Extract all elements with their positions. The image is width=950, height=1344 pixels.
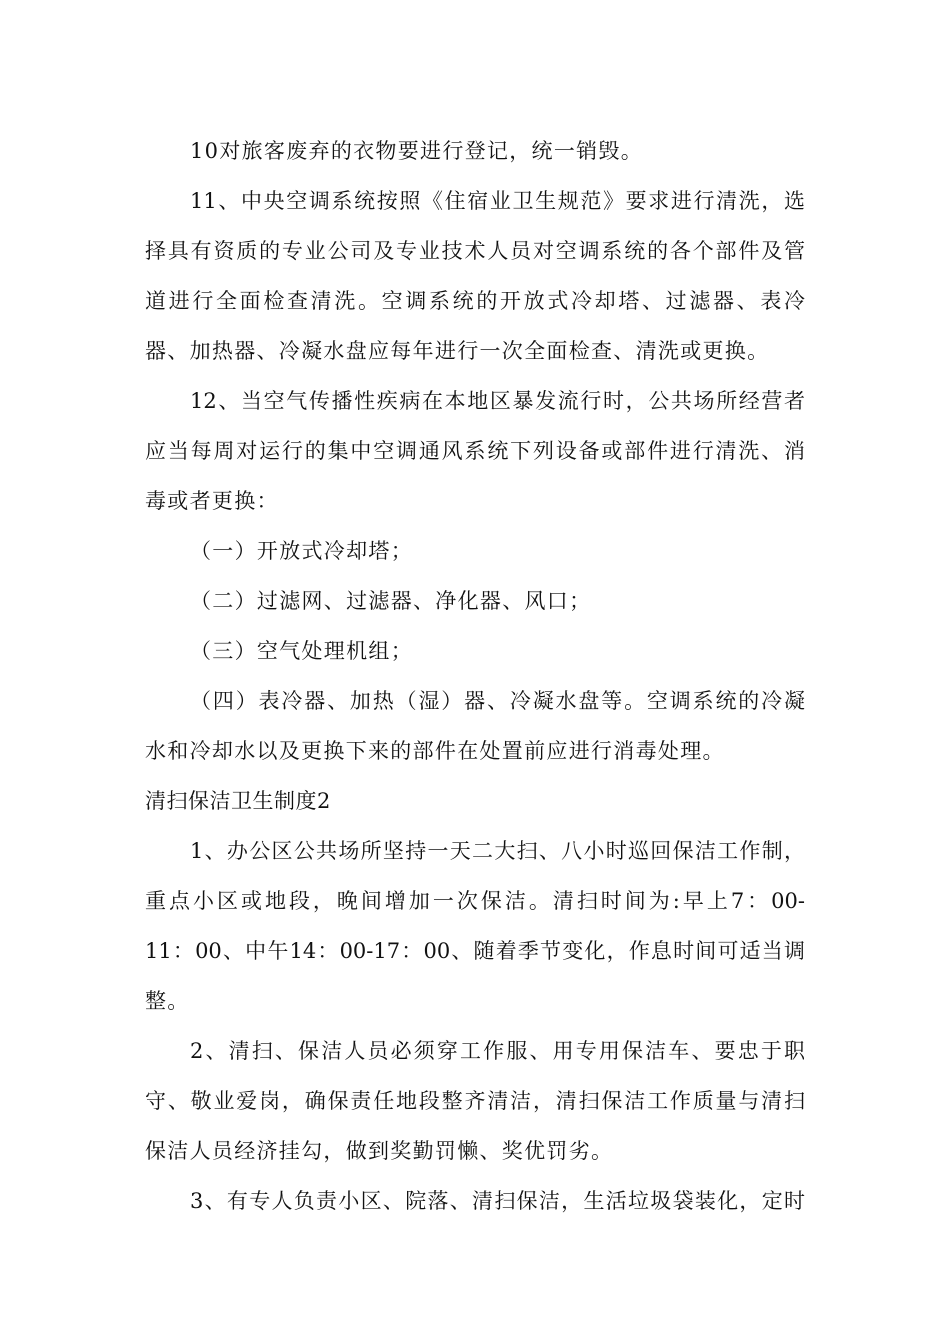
paragraph-11-line-3: 道进行全面检查清洗。空调系统的开放式冷却塔、过滤器、表冷 [145,289,805,313]
paragraph-12-line-1: 12、当空气传播性疾病在本地区暴发流行时，公共场所经营者 [190,389,805,413]
rule-1-line-3: 11：00、中午14：00-17：00、随着季节变化，作息时间可适当调 [145,939,805,963]
paragraph-11-line-1: 11、中央空调系统按照《住宿业卫生规范》要求进行清洗，选 [190,189,805,213]
list-item-4-line-2: 水和冷却水以及更换下来的部件在处置前应进行消毒处理。 [145,739,725,763]
section-heading: 清扫保洁卫生制度2 [145,789,331,813]
rule-1-line-2: 重点小区或地段，晚间增加一次保洁。清扫时间为:早上7：00- [145,889,805,913]
list-item-1: （一）开放式冷却塔； [190,539,413,563]
rule-1-line-1: 1、办公区公共场所坚持一天二大扫、八小时巡回保洁工作制， [190,839,805,863]
paragraph-11-line-2: 择具有资质的专业公司及专业技术人员对空调系统的各个部件及管 [145,239,805,263]
paragraph-12-line-3: 毒或者更换： [145,489,279,513]
paragraph-12-line-2: 应当每周对运行的集中空调通风系统下列设备或部件进行清洗、消 [145,439,805,463]
list-item-4-line-1: （四）表冷器、加热（湿）器、冷凝水盘等。空调系统的冷凝 [190,689,805,713]
rule-3-line-1: 3、有专人负责小区、院落、清扫保洁，生活垃圾袋装化，定时 [190,1189,805,1213]
list-item-3: （三）空气处理机组； [190,639,413,663]
paragraph-11-line-4: 器、加热器、冷凝水盘应每年进行一次全面检查、清洗或更换。 [145,339,770,363]
rule-1-line-4: 整。 [145,989,190,1013]
rule-2-line-2: 守、敬业爱岗，确保责任地段整齐清洁，清扫保洁工作质量与清扫 [145,1089,805,1113]
rule-2-line-1: 2、清扫、保洁人员必须穿工作服、用专用保洁车、要忠于职 [190,1039,805,1063]
paragraph-10-line-1: 10对旅客废弃的衣物要进行登记，统一销毁。 [190,139,644,163]
rule-2-line-3: 保洁人员经济挂勾，做到奖勤罚懒、奖优罚劣。 [145,1139,614,1163]
list-item-2: （二）过滤网、过滤器、净化器、风口； [190,589,592,613]
